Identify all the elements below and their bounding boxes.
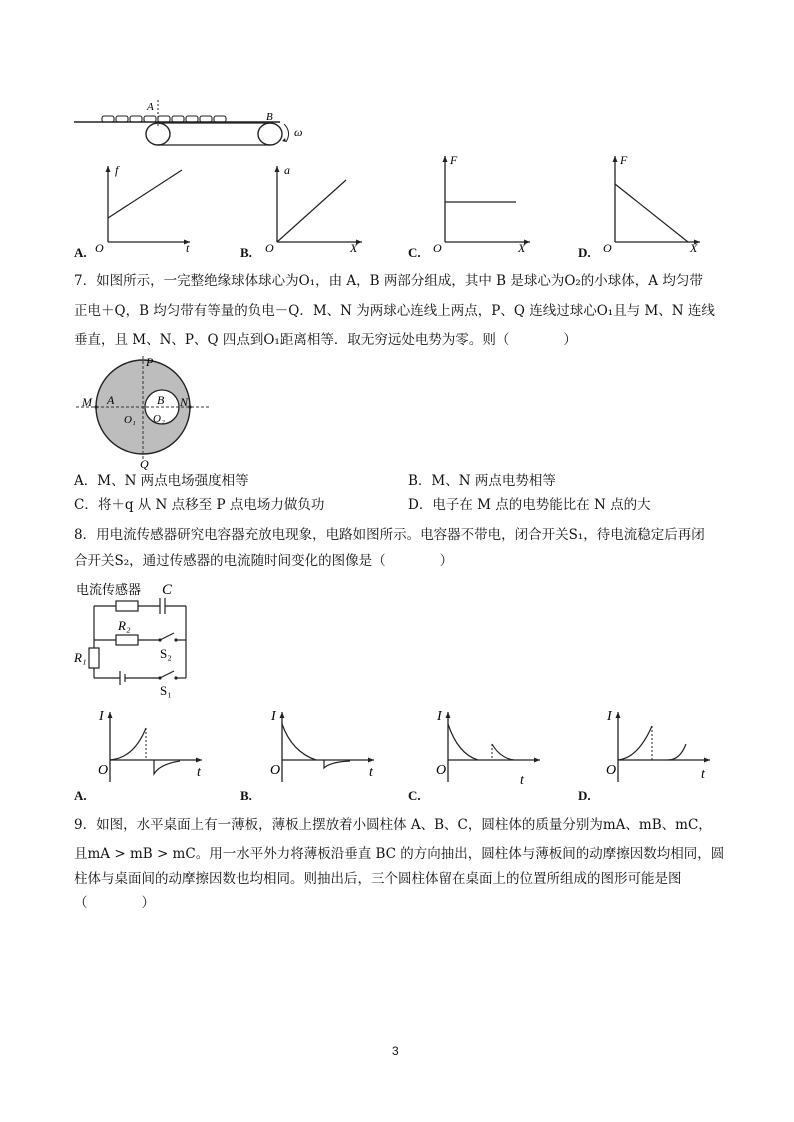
q9-stem-line-4: （ ）	[74, 895, 155, 911]
point-b-label: B	[266, 111, 273, 123]
q8c-xlabel: t	[520, 773, 524, 788]
region-a-label: A	[107, 393, 115, 407]
q6c-ylabel: F	[450, 153, 458, 167]
center-o1-label: O₁	[124, 414, 136, 426]
q8d-ylabel: I	[607, 709, 612, 724]
r2-label: R₂	[118, 618, 131, 633]
q6a-ylabel: f	[115, 163, 119, 177]
point-a-label: A	[147, 101, 154, 113]
q6d-ylabel: F	[620, 153, 628, 167]
q7-option-c: C．将＋q 从 N 点移至 P 点电场力做负功	[74, 497, 325, 513]
s2-label: S₂	[160, 646, 172, 661]
q8-stem-line-1: 8．用电流传感器研究电容器充放电现象，电路如图所示。电容器不带电，闭合开关S₁，待电流稳定后再闭	[74, 527, 705, 543]
q8-stem-line-2: 合开关S₂，通过传感器的电流随时间变化的图像是（ ）	[74, 553, 454, 569]
q8d-xlabel: t	[701, 767, 705, 782]
q8-option-d: D.	[578, 788, 591, 803]
q8-option-a: A.	[74, 788, 87, 803]
q6-option-a: A.	[74, 245, 87, 260]
q8b-origin: O	[270, 763, 281, 778]
q7-stem-line-2: 正电＋Q，B 均匀带有等量的负电－Q．M、N 为两球心连线上两点，P、Q 连线过球心O₁且与 M、N 连线	[74, 303, 715, 319]
q6a-xlabel: t	[186, 241, 190, 252]
q6c-xlabel: X	[518, 241, 526, 252]
region-b-label: B	[157, 393, 165, 407]
q8-graph-d	[602, 708, 718, 788]
q7-option-a: A．M、N 两点电场强度相等	[74, 473, 249, 489]
q6a-origin: O	[95, 241, 104, 252]
q8c-origin: O	[436, 763, 447, 778]
q7-stem-line-3: 垂直，且 M、N、P、Q 四点到O₁距离相等．取无穷远处电势为零。则（ ）	[74, 332, 577, 348]
q8-graph-b	[266, 708, 382, 788]
q8-graph-c	[432, 708, 548, 788]
q6-graph-c	[430, 152, 540, 252]
page-number: 3	[392, 1044, 399, 1058]
q6-option-b: B.	[240, 245, 252, 260]
q8a-ylabel: I	[99, 709, 104, 724]
r1-label: R₁	[74, 650, 87, 665]
q7-stem-line-1: 7．如图所示，一完整绝缘球体球心为O₁，由 A，B 两部分组成，其中 B 是球心为O₂的小球体，A 均匀带	[74, 273, 703, 289]
q9-stem-line-1: 9．如图，水平桌面上有一薄板，薄板上摆放着小圆柱体 A、B、C，圆柱体的质量分别为mA、mB、mC，	[74, 817, 712, 833]
q9-stem-line-3: 柱体与桌面间的动摩擦因数也均相同。则抽出后，三个圆柱体留在桌面上的位置所组成的图形可能是图	[74, 871, 682, 887]
conveyor-diagram	[70, 98, 330, 150]
q6-graph-d	[600, 152, 710, 252]
sensor-label: 电流传感器	[76, 583, 142, 598]
q6-option-c: C.	[408, 245, 421, 260]
q6c-origin: O	[433, 241, 442, 252]
q7-option-b: B．M、N 两点电势相等	[408, 473, 556, 489]
q8a-xlabel: t	[197, 765, 201, 780]
sphere-diagram	[74, 352, 214, 470]
center-o2-label: O₂	[153, 413, 165, 425]
q8-option-c: C.	[408, 788, 421, 803]
q8-option-b: B.	[240, 788, 252, 803]
q6-graph-a	[90, 160, 200, 252]
q6b-origin: O	[265, 241, 274, 252]
q6d-xlabel: X	[690, 241, 698, 252]
point-q-label: Q	[140, 457, 149, 470]
omega-label: ω	[294, 125, 303, 139]
q6d-origin: O	[603, 241, 612, 252]
q6-option-d: D.	[578, 245, 591, 260]
point-p-label: P	[146, 355, 154, 369]
q9-stem-line-2: 且mA > mB > mC。用一水平外力将薄板沿垂直 BC 的方向抽出，圆柱体与薄板间的动摩擦因数均相同，圆	[74, 846, 725, 862]
s1-label: S₁	[160, 683, 172, 698]
q6b-xlabel: X	[350, 241, 358, 252]
q8-graph-a	[94, 708, 210, 788]
q8a-origin: O	[98, 763, 109, 778]
point-m-label: M	[82, 395, 92, 409]
circuit-diagram	[72, 576, 212, 698]
q6-graph-b	[262, 160, 372, 252]
point-n-label: N	[180, 395, 189, 409]
q7-option-d: D．电子在 M 点的电势能比在 N 点的大	[408, 497, 651, 513]
q8b-ylabel: I	[271, 709, 276, 724]
q6b-ylabel: a	[284, 163, 290, 177]
q8d-origin: O	[606, 763, 617, 778]
q8c-ylabel: I	[437, 709, 442, 724]
q8b-xlabel: t	[369, 765, 373, 780]
capacitor-c-label: C	[162, 582, 173, 598]
